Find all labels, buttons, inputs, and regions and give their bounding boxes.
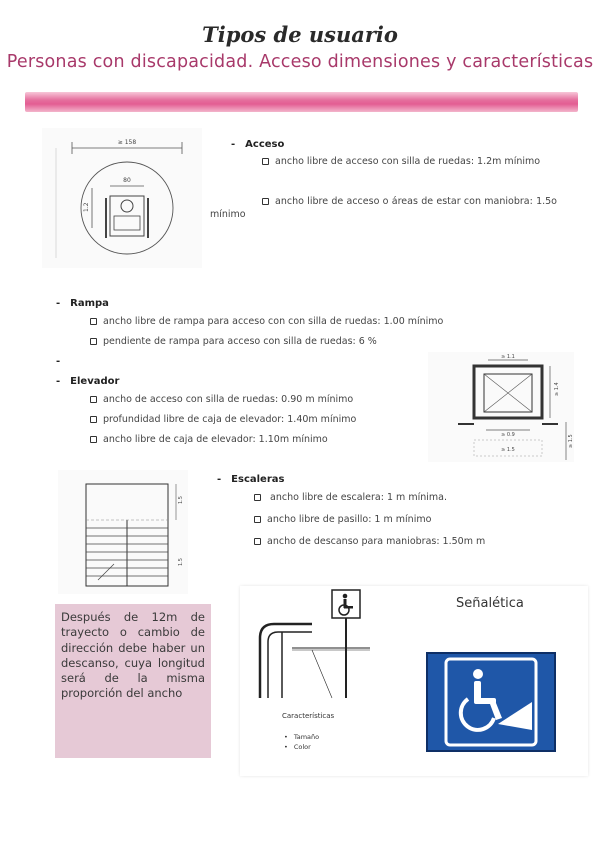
checkbox-bullet-icon xyxy=(254,494,261,501)
caracteristicas-list xyxy=(284,732,319,752)
elevador-heading: - Elevador xyxy=(56,376,120,387)
escaleras-label-a: 1.5 xyxy=(178,496,184,504)
acceso-label-inner: 80 xyxy=(123,177,131,184)
acceso-label-side: 1.2 xyxy=(83,202,90,212)
checkbox-bullet-icon xyxy=(262,198,269,205)
elevador-item-3: ancho libre de caja de elevador: 1.10m mínimo xyxy=(90,434,328,447)
checkbox-bullet-icon xyxy=(90,436,97,443)
acceso-heading: - Acceso xyxy=(231,139,285,150)
checkbox-bullet-icon xyxy=(262,158,269,165)
checkbox-bullet-icon xyxy=(254,538,261,545)
page-subtitle: Personas con discapacidad. Acceso dimensiones y características xyxy=(6,52,594,72)
checkbox-bullet-icon xyxy=(90,318,97,325)
elevador-item-1: ancho de acceso con silla de ruedas: 0.90 m mínimo xyxy=(90,394,353,407)
elevador-label-right: ≥ 1.4 xyxy=(554,382,560,396)
elevador-label-door: ≥ 0.9 xyxy=(501,432,515,438)
ramp-sign-illustration xyxy=(252,588,372,708)
rampa-item-2: pendiente de rampa para acceso con silla de ruedas: 6 % xyxy=(90,336,377,349)
page-title: Tipos de usuario xyxy=(202,22,398,47)
checkbox-bullet-icon xyxy=(254,516,261,523)
checkbox-bullet-icon xyxy=(90,416,97,423)
caracteristicas-label: Características xyxy=(282,712,335,720)
rampa-heading: - Rampa xyxy=(56,298,109,309)
rampa-item-1: ancho libre de rampa para acceso con con silla de ruedas: 1.00 mínimo xyxy=(90,316,443,329)
escaleras-heading: - Escaleras xyxy=(217,474,285,485)
list-item: • Color xyxy=(284,743,311,752)
escaleras-diagram xyxy=(58,470,188,594)
decorative-stripe xyxy=(25,92,578,112)
escaleras-item-2: ancho libre de pasillo: 1 m mínimo xyxy=(254,514,431,527)
acceso-label-outer: ≥ 158 xyxy=(117,139,137,146)
escaleras-label-b: 1.5 xyxy=(178,558,184,566)
elevador-label-side: ≥ 1.5 xyxy=(568,434,574,448)
elevador-label-bottom: ≥ 1.5 xyxy=(501,447,515,453)
escaleras-item-3: ancho de descanso para maniobras: 1.50m m xyxy=(254,536,485,549)
escaleras-item-1: ancho libre de escalera: 1 m mínima. xyxy=(254,492,447,505)
checkbox-bullet-icon xyxy=(90,338,97,345)
empty-dash: - xyxy=(56,356,61,367)
senaletica-title: Señalética xyxy=(456,596,524,611)
acceso-item-1: ancho libre de acceso con silla de ruedas: 1.2m mínimo xyxy=(210,156,557,169)
wheelchair-sign-icon xyxy=(426,652,556,752)
list-item: • Tamaño xyxy=(284,733,320,741)
elevador-label-top: ≥ 1.1 xyxy=(501,354,515,360)
elevador-diagram xyxy=(428,352,574,462)
elevador-item-2: profundidad libre de caja de elevador: 1.40m mínimo xyxy=(90,414,356,427)
acceso-item-2: ancho libre de acceso o áreas de estar con maniobra: 1.5o mínimo xyxy=(210,196,557,220)
checkbox-bullet-icon xyxy=(90,396,97,403)
note-text: Después de 12m de trayecto o cambio de dirección debe haber un descanso, cuya longitud será de la misma proporción del ancho xyxy=(61,610,205,701)
acceso-diagram xyxy=(42,128,202,268)
